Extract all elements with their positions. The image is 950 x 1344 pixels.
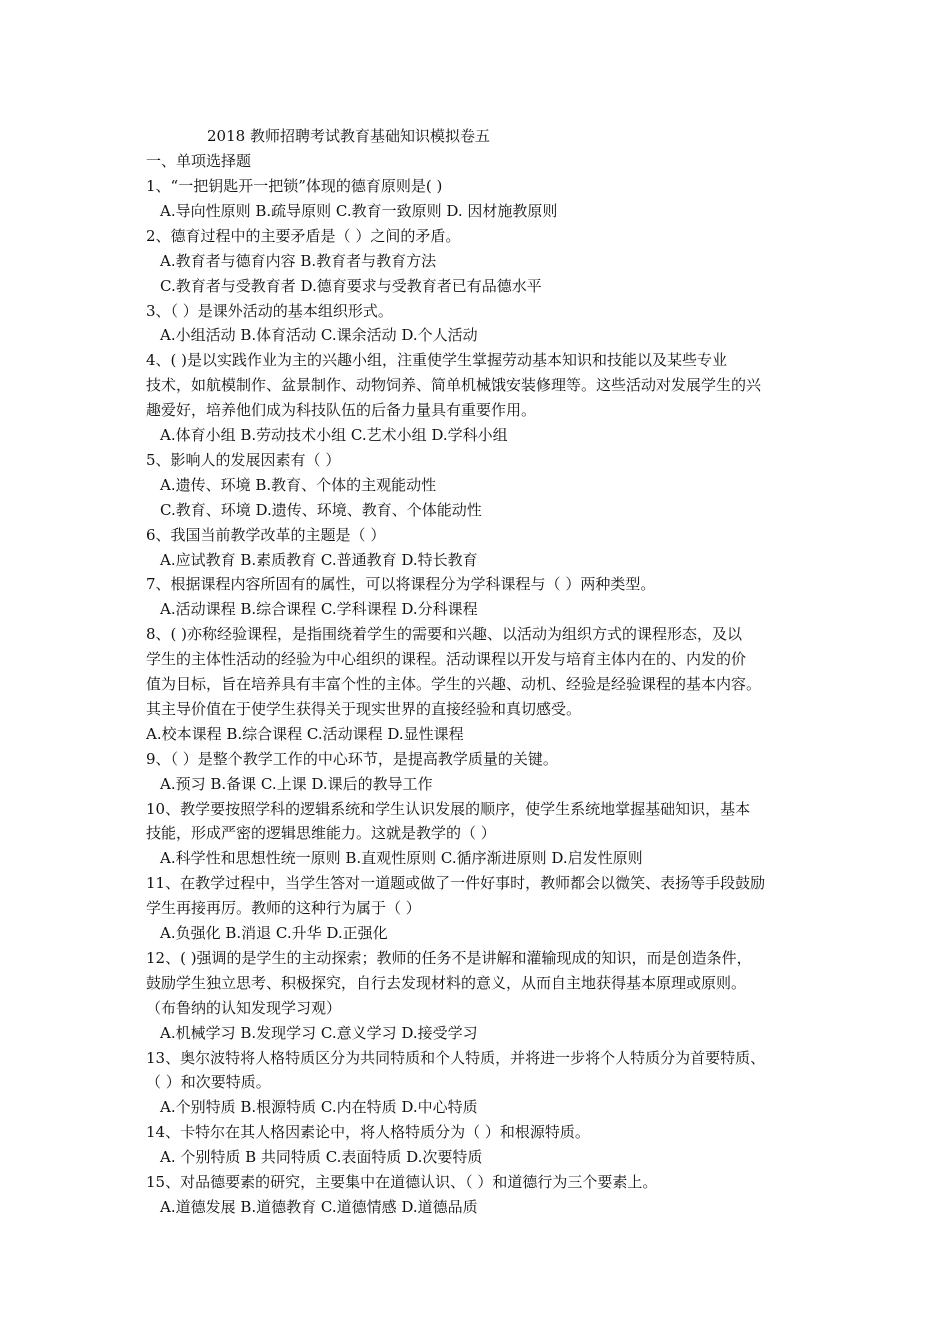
- text-line: A.导向性原则 B.疏导原则 C.教育一致原则 D. 因材施教原则: [160, 201, 558, 220]
- text-line: 7、根据课程内容所固有的属性，可以将课程分为学科课程与（ ）两种类型。: [146, 575, 656, 594]
- text-line: 8、( )亦称经验课程，是指围绕着学生的需要和兴趣、以活动为组织方式的课程形态，及以: [146, 625, 743, 644]
- text-line: 技能，形成严密的逻辑思维能力。这就是教学的（ ）: [146, 824, 496, 843]
- text-line: 技术，如航模制作、盆景制作、动物饲养、简单机械饿安装修理等。这些活动对发展学生的兴: [146, 376, 762, 395]
- text-line: A.预习 B.备课 C.上课 D.课后的教导工作: [160, 774, 433, 793]
- text-line: 5、影响人的发展因素有（ ）: [146, 450, 341, 469]
- text-line: 6、我国当前教学改革的主题是（ ）: [146, 525, 386, 544]
- text-line: A.体育小组 B.劳动技术小组 C.艺术小组 D.学科小组: [160, 426, 508, 444]
- text-line: 趣爱好，培养他们成为科技队伍的后备力量具有重要作用。: [146, 401, 537, 420]
- text-line: 鼓励学生独立思考、积极探究，自行去发现材料的意义，从而自主地获得基本原理或原则。: [146, 973, 747, 992]
- text-line: 9、（ ）是整个教学工作的中心环节，是提高教学质量的关键。: [146, 749, 558, 768]
- text-line: A.教育者与德育内容 B.教育者与教育方法: [160, 251, 437, 270]
- text-line: （ ）和次要特质。: [146, 1073, 271, 1092]
- text-line: 值为目标，旨在培养具有丰富个性的主体。学生的兴趣、动机、经验是经验课程的基本内容。: [146, 675, 762, 693]
- text-line: A.小组活动 B.体育活动 C.课余活动 D.个人活动: [160, 326, 478, 345]
- text-line: 10、教学要按照学科的逻辑系统和学生认识发展的顺序，使学生系统地掌握基础知识，基本: [146, 799, 751, 818]
- text-line: A.应试教育 B.素质教育 C.普通教育 D.特长教育: [160, 550, 478, 569]
- text-line: 4、( )是以实践作业为主的兴趣小组，注重使学生掌握劳动基本知识和技能以及某些专业: [146, 351, 728, 370]
- text-line: 1、“一把钥匙开一把锁”体现的德育原则是( ): [146, 177, 443, 195]
- text-line: 学生再接再厉。教师的这种行为属于（ ）: [146, 899, 421, 918]
- document-title: 2018 教师招聘考试教育基础知识模拟卷五: [207, 127, 490, 145]
- text-line: C.教育、环境 D.遗传、环境、教育、个体能动性: [160, 500, 482, 519]
- text-line: 11、在教学过程中，当学生答对一道题或做了一件好事时，教师都会以微笑、表扬等手段鼓励: [146, 874, 766, 893]
- text-line: A. 个别特质 B 共同特质 C.表面特质 D.次要特质: [160, 1148, 483, 1167]
- text-line: A.个别特质 B.根源特质 C.内在特质 D.中心特质: [160, 1098, 478, 1117]
- text-line: 15、对品德要素的研究，主要集中在道德认识、（ ）和道德行为三个要素上。: [146, 1173, 658, 1191]
- text-line: A.活动课程 B.综合课程 C.学科课程 D.分科课程: [160, 600, 478, 619]
- text-line: 13、奥尔波特将人格特质区分为共同特质和个人特质，并将进一步将个人特质分为首要特质、: [146, 1048, 766, 1067]
- text-line: （布鲁纳的认知发现学习观）: [146, 998, 342, 1017]
- text-line: A.机械学习 B.发现学习 C.意义学习 D.接受学习: [160, 1023, 478, 1042]
- text-line: 3、（ ）是课外活动的基本组织形式。: [146, 301, 393, 320]
- text-line: A.负强化 B.消退 C.升华 D.正强化: [160, 924, 388, 942]
- text-line: A.校本课程 B.综合课程 C.活动课程 D.显性课程: [146, 724, 464, 743]
- text-line: 12、( )强调的是学生的主动探索；教师的任务不是讲解和灌输现成的知识，而是创造条件，: [146, 948, 752, 967]
- text-line: 14、卡特尔在其人格因素论中，将人格特质分为（ ）和根源特质。: [146, 1123, 590, 1142]
- text-line: 学生的主体性活动的经验为中心组织的课程。活动课程以开发与培育主体内在的、内发的价: [146, 650, 747, 669]
- text-line: A.科学性和思想性统一原则 B.直观性原则 C.循序渐进原则 D.启发性原则: [160, 849, 643, 868]
- text-line: 其主导价值在于使学生获得关于现实世界的直接经验和真切感受。: [146, 699, 582, 718]
- text-line: 2、德育过程中的主要矛盾是（ ）之间的矛盾。: [146, 226, 461, 245]
- section-heading: 一、单项选择题: [146, 152, 252, 170]
- text-line: A.遗传、环境 B.教育、个体的主观能动性: [160, 475, 437, 494]
- text-line: A.道德发展 B.道德教育 C.道德情感 D.道德品质: [160, 1197, 478, 1216]
- text-line: C.教育者与受教育者 D.德育要求与受教育者已有品德水平: [160, 276, 542, 295]
